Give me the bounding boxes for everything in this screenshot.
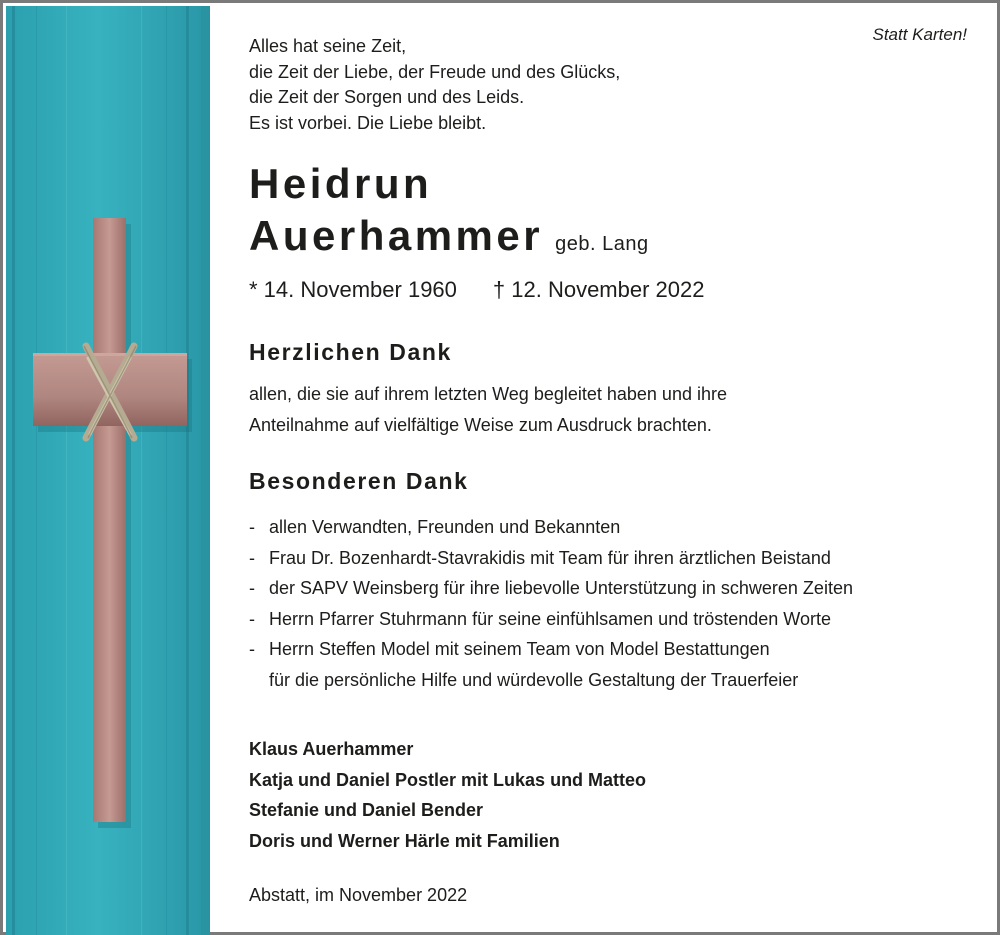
- signers-block: [249, 734, 646, 856]
- signer: Stefanie und Daniel Bender: [249, 800, 484, 820]
- motto-verse: [249, 34, 620, 136]
- motto-line: Alles hat seine Zeit,: [249, 36, 407, 56]
- signer: Klaus Auerhammer: [249, 739, 414, 759]
- thanks-text: [249, 379, 727, 441]
- list-item: [249, 634, 853, 665]
- place-date: Abstatt, im November 2022: [249, 885, 468, 905]
- list-item-text: Herrn Steffen Model mit seinem Team von Model Bestattungen: [269, 639, 770, 659]
- last-name-row: [249, 210, 649, 270]
- notice-content: [249, 3, 997, 932]
- list-item-continuation: für die persönliche Hilfe und würdevolle Gestaltung der Trauerfeier: [269, 669, 799, 690]
- birth-name: geb. Lang: [555, 233, 649, 255]
- dash-bullet: -: [249, 517, 255, 537]
- list-item: [249, 604, 853, 635]
- dash-bullet: -: [249, 578, 255, 598]
- list-item: [249, 573, 853, 604]
- thanks-line: Anteilnahme auf vielfältige Weise zum Ausdruck brachten.: [249, 415, 712, 435]
- motto-line: die Zeit der Liebe, der Freude und des Glücks,: [249, 61, 621, 82]
- death-date: † 12. November 2022: [492, 277, 705, 302]
- list-item: [249, 512, 853, 543]
- list-item-text: der SAPV Weinsberg für ihre liebevolle Unterstützung in schweren Zeiten: [269, 578, 853, 598]
- special-thanks-heading: Besonderen Dank: [249, 468, 469, 494]
- list-item-text: Herrn Pfarrer Stuhrmann für seine einfühlsamen und tröstenden Worte: [269, 608, 831, 629]
- deceased-name: [249, 158, 649, 270]
- thanks-heading: Herzlichen Dank: [249, 339, 452, 365]
- list-item-text: Frau Dr. Bozenhardt-Stavrakidis mit Team für ihren ärztlichen Beistand: [269, 547, 831, 568]
- first-name: Heidrun: [249, 160, 433, 207]
- dash-bullet: -: [249, 608, 255, 629]
- list-item: [249, 543, 853, 574]
- statt-karten-note: Statt Karten!: [872, 25, 967, 44]
- special-thanks-list: [249, 512, 853, 695]
- cross-photo: [6, 6, 210, 935]
- birth-date: * 14. November 1960: [249, 277, 457, 302]
- wooden-cross-icon: [6, 6, 210, 935]
- dash-bullet: -: [249, 547, 255, 568]
- signer: Doris und Werner Härle mit Familien: [249, 830, 560, 851]
- signer: Katja und Daniel Postler mit Lukas und Matteo: [249, 769, 647, 790]
- thanks-line: allen, die sie auf ihrem letzten Weg begleitet haben und ihre: [249, 384, 727, 404]
- motto-line: Es ist vorbei. Die Liebe bleibt.: [249, 112, 487, 133]
- motto-line: die Zeit der Sorgen und des Leids.: [249, 87, 525, 107]
- list-item-text: allen Verwandten, Freunden und Bekannten: [269, 517, 621, 537]
- last-name: Auerhammer: [249, 212, 544, 259]
- dash-bullet: -: [249, 639, 255, 659]
- life-dates: [249, 277, 704, 303]
